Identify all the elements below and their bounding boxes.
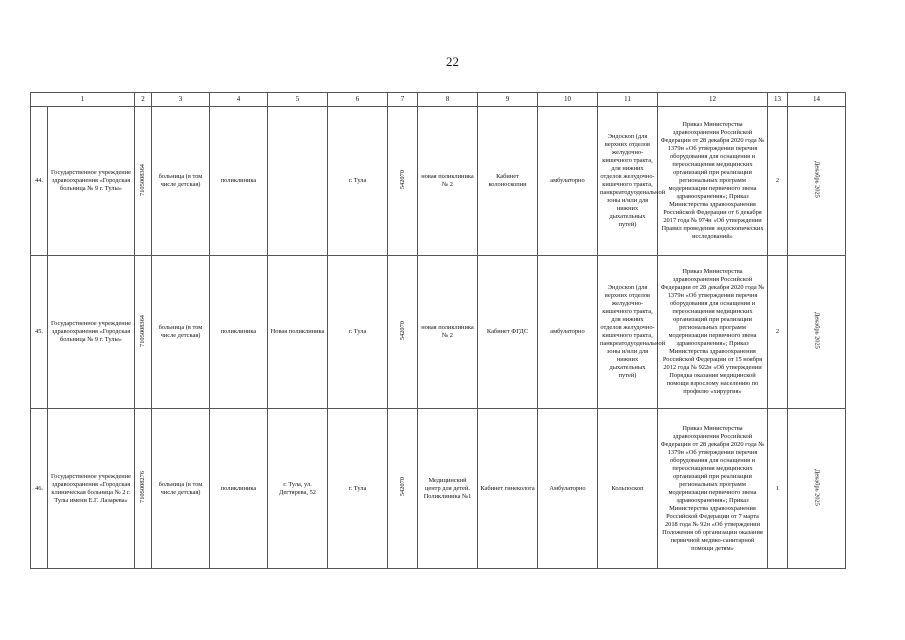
locality: г. Тула [328,256,388,409]
table-row [31,107,846,256]
organization-name: Государственное учреждение здравоохранения «Городская больница № 9 г. Тулы» [48,256,135,409]
inn-value: 7105008364 [139,163,146,196]
table-row [31,256,846,409]
code-value: 542070 [398,320,406,341]
division-name [268,107,328,256]
equipment-name: Эндоскоп (для верхних отделов желудочно-кишечного тракта, для нижних отделов желудочно-кишечного тракта, панкреатодуоденальной зоны и/или для нижних дыхательных путей) [598,256,658,409]
quantity: 2 [768,256,788,409]
organization-type: больница (в том числе детская) [152,409,210,569]
equipment-name: Эндоскоп (для верхних отделов желудочно-кишечного тракта, для нижних отделов желудочно-кишечного тракта, панкреатодуоденальной зоны и/или для нижних дыхательных путей) [598,107,658,256]
locality: г. Тула [328,107,388,256]
deadline-cell [788,107,846,256]
code-cell [388,409,418,569]
organization-name: Государственное учреждение здравоохранения «Городская больница № 9 г. Тулы» [48,107,135,256]
division-name: Новая поликлиника [268,256,328,409]
division-type: поликлиника [210,256,268,409]
unit-name: новая поликлиника № 2 [418,107,478,256]
column-header: 9 [478,93,538,107]
deadline-cell [788,409,846,569]
column-header: 11 [598,93,658,107]
inn-cell [135,107,152,256]
division-type: поликлиника [210,409,268,569]
deadline-cell [788,256,846,409]
inn-value: 7105008364 [139,314,146,347]
row-number: 45. [31,256,48,409]
division-type: поликлиника [210,107,268,256]
column-header: 2 [135,93,152,107]
care-form: амбулаторно [538,256,598,409]
column-header: 7 [388,93,418,107]
column-header: 6 [328,93,388,107]
organization-type: больница (в том числе детская) [152,107,210,256]
deadline-value: Декабрь 2025 [813,312,821,349]
column-header: 8 [418,93,478,107]
cabinet-name: Кабинет ФГДС [478,256,538,409]
code-value: 542070 [398,169,406,190]
locality: г. Тула [328,409,388,569]
organization-type: больница (в том числе детская) [152,256,210,409]
cabinet-name: Кабинет гинеколога [478,409,538,569]
page-number: 22 [446,54,459,69]
column-header: 5 [268,93,328,107]
inn-cell [135,409,152,569]
legal-basis: Приказ Министерства здравоохранения Российской Федерации от 28 декабря 2020 года № 1379н «Об утверждении перечня оборудования для оснащения и переоснащения медицинских организаций при реализации региональных программ модернизации первичного звена здравоохранения»; Приказ Министерства здравоохранения Российской Федерации от 6 декабря 2017 года № 974н «Об утверждении Правил проведения эндоскопических исследований» [658,107,768,256]
table-row [31,409,846,569]
column-header: 3 [152,93,210,107]
quantity: 1 [768,409,788,569]
unit-name: Медицинский центр для детей. Поликлиника №1 [418,409,478,569]
deadline-value: Декабрь 2025 [813,161,821,198]
quantity: 2 [768,107,788,256]
column-header: 14 [788,93,846,107]
unit-name: новая поликлиника № 2 [418,256,478,409]
header-row [31,93,846,107]
column-header: 12 [658,93,768,107]
division-name: г. Тула, ул. Дегтярева, 52 [268,409,328,569]
column-header: 1 [31,93,135,107]
legal-basis: Приказ Министерства здравоохранения Российской Федерации от 28 декабря 2020 года № 1379н «Об утверждении перечня оборудования для оснащения и переоснащения медицинских организаций при реализации региональных программ модернизации первичного звена здравоохранения»; Приказ Министерства здравоохранения Российской Федерации от 15 ноября 2012 года № 922н «Об утверждении Порядка оказания медицинской помощи взрослому населению по профилю «хирургия» [658,256,768,409]
inn-cell [135,256,152,409]
code-cell [388,256,418,409]
legal-basis: Приказ Министерства здравоохранения Российской Федерации от 28 декабря 2020 года № 1379н «Об утверждении перечня оборудования для оснащения и переоснащения медицинских организаций при реализации региональных программ модернизации первичного звена здравоохранения»; Приказ Министерства здравоохранения Российской Федерации от 7 марта 2018 года № 92н «Об утверждении Положения об организации оказания первичной медико-санитарной помощи детям» [658,409,768,569]
care-form: амбулаторно [538,107,598,256]
column-header: 13 [768,93,788,107]
column-header: 10 [538,93,598,107]
equipment-table [30,92,846,569]
code-cell [388,107,418,256]
code-value: 542070 [398,477,406,497]
equipment-name: Кольпоскоп [598,409,658,569]
organization-name: Государственное учреждение здравоохранения «Городская клиническая больница № 2 г. Тулы имени Е.Г. Лазарева» [48,409,135,569]
care-form: Амбулаторно [538,409,598,569]
deadline-value: Декабрь 2025 [813,468,821,506]
inn-value: 7105008276 [139,471,146,503]
cabinet-name: Кабинет колоноскопии [478,107,538,256]
column-header: 4 [210,93,268,107]
row-number: 44. [31,107,48,256]
row-number: 46. [31,409,48,569]
